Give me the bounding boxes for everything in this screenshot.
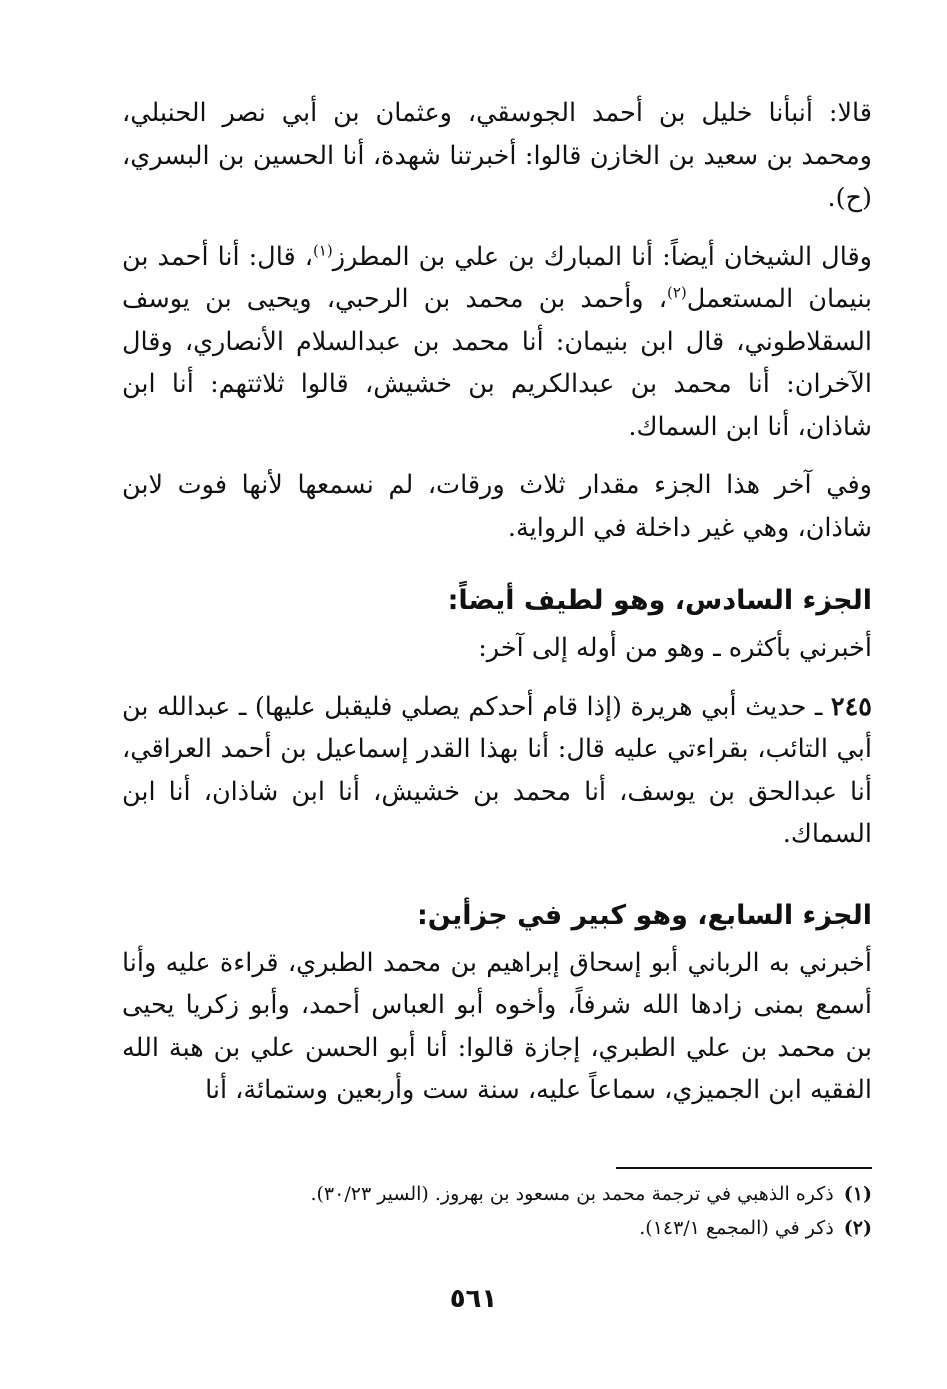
footnote-1 bbox=[122, 1177, 872, 1211]
paragraph-3: وفي آخر هذا الجزء مقدار ثلاث ورقات، لم نسمعها لأنها فوت لابن شاذان، وهي غير داخلة في الرواية. bbox=[122, 470, 872, 543]
footnote-1-text: ذكره الذهبي في ترجمة محمد بن مسعود بن بهروز. (السير ٣٠/٢٣). bbox=[310, 1183, 834, 1205]
footnotes bbox=[122, 1167, 872, 1245]
item-number: ٢٤٥ bbox=[830, 691, 872, 722]
footnote-ref-2[interactable]: (٢) bbox=[666, 283, 687, 302]
footnote-1-number: (١) bbox=[843, 1183, 872, 1205]
footnote-divider bbox=[616, 1167, 872, 1169]
footnote-ref-1[interactable]: (١) bbox=[312, 241, 333, 259]
section-6-intro: أخبرني بأكثره ـ وهو من أوله إلى آخر: bbox=[478, 633, 872, 663]
paragraph-1: قالا: أنبأنا خليل بن أحمد الجوسقي، وعثمان بن أبي نصر الحنبلي، ومحمد بن سعيد بن الخازن قالوا: أخبرتنا شهدة، أنا الحسين بن البسري، (ح). bbox=[122, 98, 872, 213]
paragraph-2 bbox=[122, 236, 872, 449]
item-text: ـ حديث أبي هريرة (إذا قام أحدكم يصلي فليقبل عليها) ـ عبدالله بن أبي التائب، بقراءتي عليه قال: أنا بهذا القدر إسماعيل بن أحمد العراقي، أنا عبدالحق بن يوسف، أنا محمد بن خشيش، أنا ابن شاذان، أنا ابن السماك. bbox=[122, 691, 872, 849]
section-6-item bbox=[122, 686, 872, 856]
paragraph-2-part-b: ، قال: أنا أحمد بن بنيمان المستعمل bbox=[122, 241, 873, 314]
section-6-heading: الجزء السادس، وهو لطيف أيضاً: bbox=[447, 585, 872, 616]
section-7-text: أخبرني به الرباني أبو إسحاق إبراهيم بن محمد الطبري، قراءة عليه وأنا أسمع بمنى زادها الله شرفاً، وأخوه أبو العباس أحمد، وأبو زكريا يحيى بن محمد بن علي الطبري، إجازة قالوا: أنا أبو الحسن علي بن هبة الله الفقيه ابن الجميزي، سماعاً عليه، سنة ست وأربعين وستمائة، أنا bbox=[122, 947, 872, 1105]
paragraph-2-part-a: وقال الشيخان أيضاً: أنا المبارك بن علي بن المطرز bbox=[332, 241, 872, 272]
paragraph-2-part-c: ، وأحمد بن محمد بن الرحبي، ويحيى بن يوسف السقلاطوني، قال ابن بنيمان: أنا محمد بن عبدالسلام الأنصاري، وقال الآخران: أنا محمد بن عبدالكريم بن خشيش، قالوا ثلاثتهم: أنا ابن شاذان، أنا ابن السماك. bbox=[122, 284, 872, 442]
page-number: ٥٦١ bbox=[449, 1284, 498, 1314]
section-7-heading: الجزء السابع، وهو كبير في جزأين: bbox=[416, 899, 872, 931]
footnote-2-number: (٢) bbox=[843, 1217, 872, 1239]
footnote-2 bbox=[122, 1211, 872, 1245]
footnote-2-text: ذكر في (المجمع ١٤٣/١). bbox=[639, 1217, 834, 1239]
